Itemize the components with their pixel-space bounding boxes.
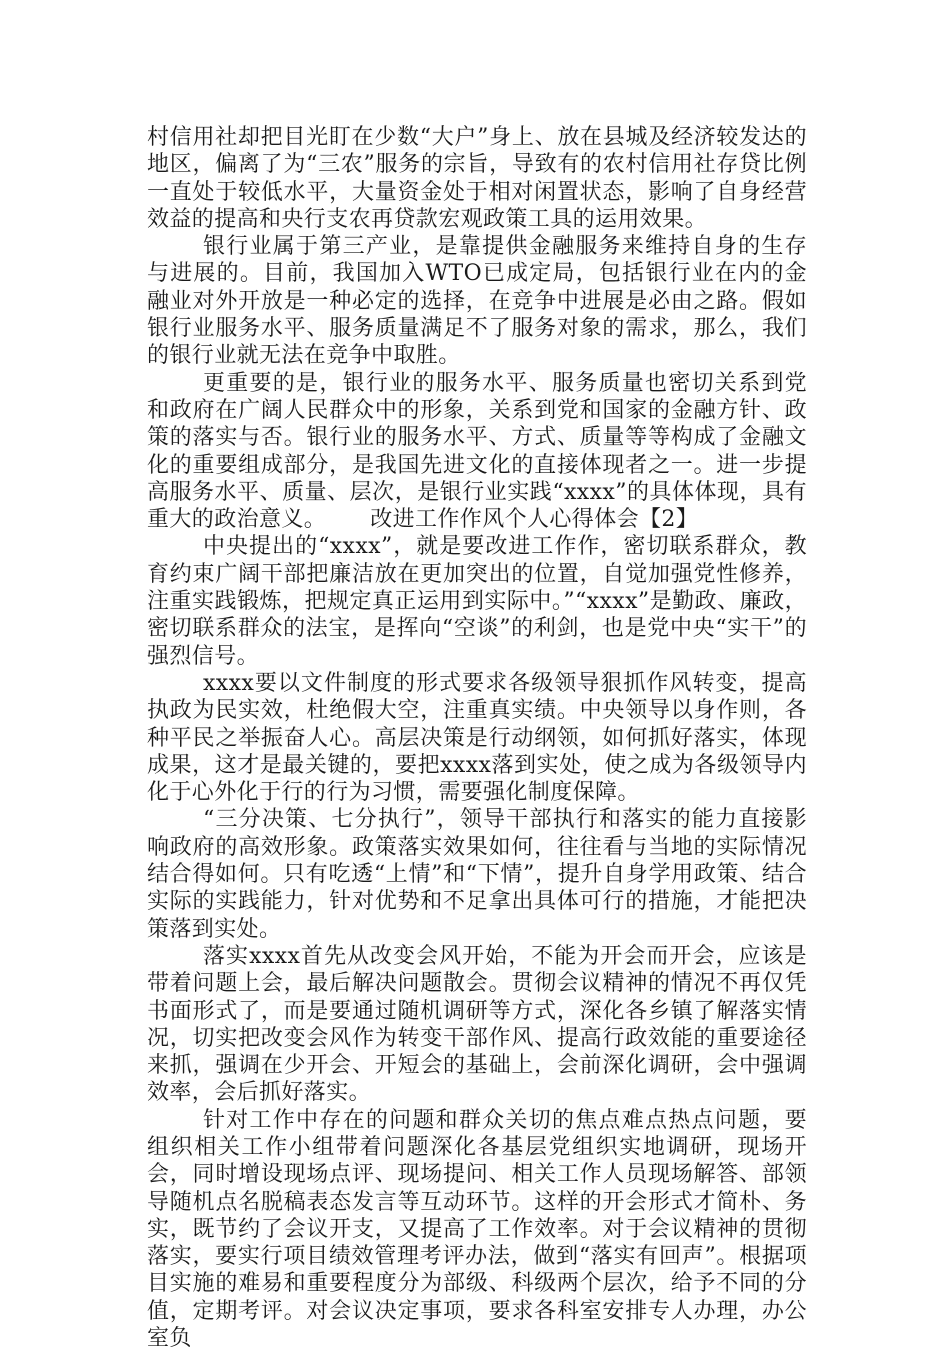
paragraph-text: 落实xxxx首先从改变会风开始，不能为开会而开会，应该是带着问题上会，最后解决问题散会。贯彻会议精神的情况不再仅凭书面形式了，而是要通过随机调研等方式，深化各乡镇了解落实情况，切实把改变会风作为转变干部作风、提高行政效能的重要途径来抓，强调在少开会、开短会的基础上，会前深化调研，会中强调效率，会后抓好落实。 [147, 943, 807, 1106]
paragraph-text: 针对工作中存在的问题和群众关切的焦点难点热点问题，要组织相关工作小组带着问题深化各基层党组织实地调研，现场开会，同时增设现场点评、现场提问、相关工作人员现场解答、部领导随机点名脱稿表态发言等互动环节。这样的开会形式才简朴、务实，既节约了会议开支，又提高了工作效率。对于会议精神的贯彻落实，要实行项目绩效管理考评办法，做到“落实有回声”。根据项目实施的难易和重要程度分为部级、科级两个层次，给予不同的分值，定期考评。对会议决定事项，要求各科室安排专人办理，办公室负 [147, 1107, 807, 1352]
paragraph-text: “三分决策、七分执行”，领导干部执行和落实的能力直接影响政府的高效形象。政策落实效果如何，往往看与当地的实际情况结合得如何。只有吃透“上情”和“下情”，提升自身学用政策、结合实际的实践能力，针对优势和不足拿出具体可行的措施，才能把决策落到实处。 [147, 807, 807, 942]
paragraph-text: 更重要的是，银行业的服务水平、服务质量也密切关系到党和政府在广阔人民群众中的形象，关系到党和国家的金融方针、政策的落实与否。银行业的服务水平、方式、质量等等构成了金融文化的重要组成部分，是我国先进文化的直接体现者之一。进一步提高服务水平、质量、层次，是银行业实践“xxxx”的具体体现，具有重大的政治意义。 [147, 370, 807, 533]
paragraph-text: 银行业属于第三产业，是靠提供金融服务来维持自身的生存与进展的。目前，我国加入WTO已成定局，包括银行业在内的金融业对外开放是一种必定的选择，在竞争中进展是必由之路。假如银行业服务水平、服务质量满足不了服务对象的需求，那么，我们的银行业就无法在竞争中取胜。 [147, 234, 807, 369]
paragraph [147, 370, 807, 534]
paragraph [147, 533, 807, 669]
section-heading: 改进工作作风个人心得体会【2】 [370, 507, 699, 533]
paragraph-text: 村信用社却把目光盯在少数“大户”身上、放在县城及经济较发达的地区，偏离了为“三农”服务的宗旨，导致有的农村信用社存贷比例一直处于较低水平，大量资金处于相对闲置状态，影响了自身经营效益的提高和央行支农再贷款宏观政策工具的运用效果。 [147, 125, 807, 232]
paragraph [147, 943, 807, 1107]
document-body [147, 124, 807, 1352]
paragraph-text: xxxx要以文件制度的形式要求各级领导狠抓作风转变，提高执政为民实效，杜绝假大空，注重真实绩。中央领导以身作则，各种平民之举振奋人心。高层决策是行动纲领，如何抓好落实，体现成果，这才是最关键的，要把xxxx落到实处，使之成为各级领导内化于心外化于行的行为习惯，需要强化制度保障。 [147, 670, 807, 806]
paragraph-text: 中央提出的“xxxx”，就是要改进工作作，密切联系群众，教育约束广阔干部把廉洁放在更加突出的位置，自觉加强党性修养，注重实践锻炼，把规定真正运用到实际中。”“xxxx”是勤政、廉政，密切联系群众的法宝，是挥向“空谈”的利剑，也是党中央“实干”的强烈信号。 [147, 534, 807, 669]
paragraph [147, 1107, 807, 1352]
paragraph [147, 670, 807, 806]
paragraph [147, 233, 807, 369]
paragraph [147, 806, 807, 942]
paragraph [147, 124, 807, 233]
